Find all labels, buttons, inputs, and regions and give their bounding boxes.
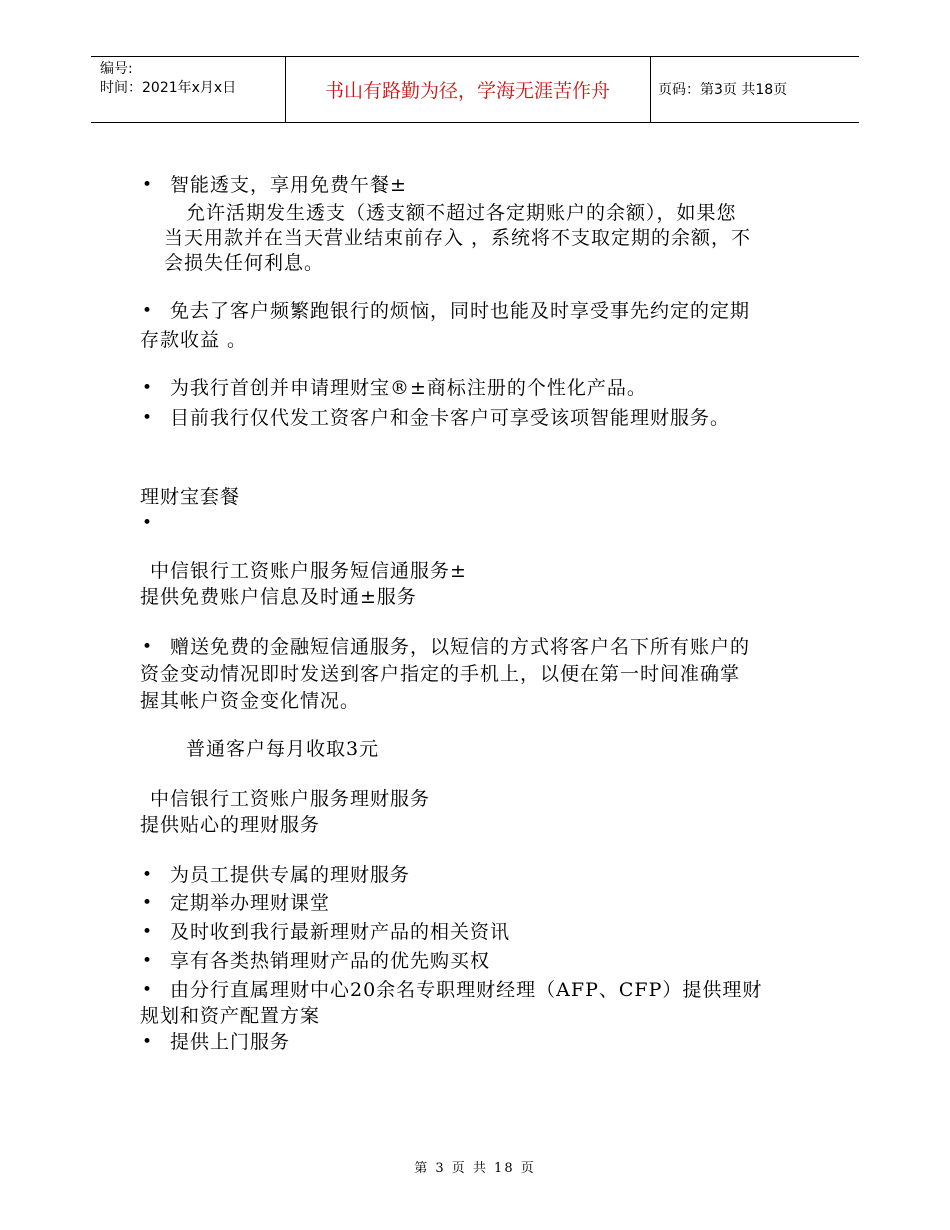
list-item: 提供上门服务 [170,1031,291,1053]
doc-number-label: 编号: [100,61,133,77]
header-bottom-rule [91,122,859,123]
bullet-text: 赠送免费的金融短信通服务，以短信的方式将客户名下所有账户的 [170,636,751,658]
list-item: 享有各类热销理财产品的优先购买权 [170,950,491,972]
bullet-text: 智能透支，享用免费午餐± [170,174,407,196]
header-motto: 书山有路勤为径，学海无涯苦作舟 [324,80,610,102]
bullet-text-continued: 存款收益 。 [140,329,248,351]
header-top-rule [91,56,859,57]
bullet-icon: • [142,951,153,971]
bullet-text-continued: 握其帐户资金变化情况。 [140,690,361,712]
bullet-icon: • [142,301,153,321]
bullet-text: 免去了客户频繁跑银行的烦恼，同时也能及时享受事先约定的定期 [170,300,751,322]
bullet-icon: • [142,513,153,533]
bullet-icon: • [142,378,153,398]
bullet-icon: • [142,980,153,1000]
bullet-text: 目前我行仅代发工资客户和金卡客户可享受该项智能理财服务。 [170,407,731,429]
page-footer: 第 3 页 共 18 页 [414,1161,536,1176]
bullet-icon: • [142,865,153,885]
bullet-icon: • [142,175,153,195]
list-item: 及时收到我行最新理财产品的相关资讯 [170,921,511,943]
page-label: 页码：第3页 共18页 [658,82,788,98]
list-item: 定期举办理财课堂 [170,892,331,914]
paragraph-line: 会损失任何利息。 [164,252,325,274]
service-title: 中信银行工资账户服务短信通服务± [150,560,467,582]
bullet-icon: • [142,408,153,428]
service-subtitle: 提供贴心的理财服务 [140,814,321,836]
header-divider-right [650,56,651,122]
bullet-text-continued: 资金变动情况即时发送到客户指定的手机上，以便在第一时间准确掌 [140,663,741,685]
bullet-icon: • [142,1032,153,1052]
list-item: 由分行直属理财中心20余名专职理财经理（AFP、CFP）提供理财 [170,979,763,1001]
bullet-icon: • [142,893,153,913]
service-subtitle: 提供免费账户信息及时通±服务 [140,586,417,608]
list-item-continued: 规划和资产配置方案 [140,1005,321,1027]
bullet-icon: • [142,637,153,657]
paragraph-line: 允许活期发生透支（透支额不超过各定期账户的余额），如果您 [186,202,737,224]
bullet-icon: • [142,922,153,942]
bullet-text: 为我行首创并申请理财宝®±商标注册的个性化产品。 [170,377,647,399]
service-title: 中信银行工资账户服务理财服务 [150,788,431,810]
fee-note: 普通客户每月收取3元 [186,738,380,760]
paragraph-line: 当天用款并在当天营业结束前存入 ，系统将不支取定期的余额，不 [164,227,752,249]
list-item: 为员工提供专属的理财服务 [170,864,411,886]
section-title: 理财宝套餐 [140,486,241,508]
time-label: 时间：2021年x月x日 [100,80,237,96]
